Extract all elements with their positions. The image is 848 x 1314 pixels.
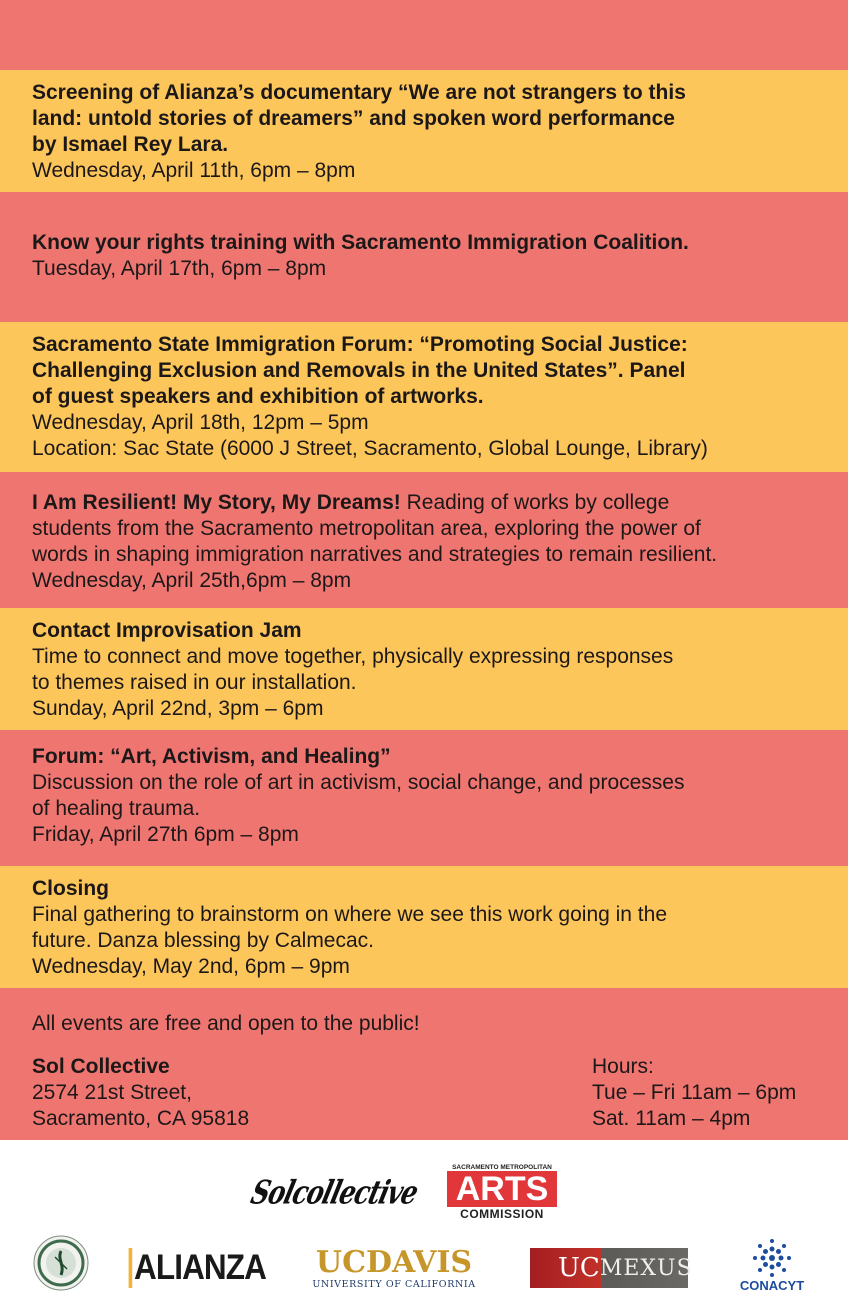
event-title-line: Forum: “Art, Activism, and Healing” — [32, 745, 391, 768]
event-immigration-forum — [0, 322, 848, 472]
uc-mexus-name: MEXUS — [599, 1255, 693, 1281]
event-title-bold: I Am Resilient! My Story, My Dreams! — [32, 491, 401, 514]
event-screening — [0, 70, 848, 192]
hours-line: Tue – Fri 11am – 6pm — [592, 1081, 797, 1104]
event-description-line: to themes raised in our installation. — [32, 671, 357, 694]
venue-name: Sol Collective — [32, 1055, 170, 1078]
event-know-your-rights — [0, 192, 848, 322]
event-contact-improvisation — [0, 608, 848, 730]
address-line: Sacramento, CA 95818 — [32, 1107, 250, 1130]
event-art-activism-forum — [0, 730, 848, 866]
event-description-line: Final gathering to brainstorm on where we see this work going in the — [32, 903, 668, 926]
event-description-line: of healing trauma. — [32, 797, 201, 820]
arts-commission-bottom: COMMISSION — [460, 1206, 544, 1221]
alianza-logo — [130, 1246, 264, 1290]
seal-icon — [33, 1235, 89, 1291]
sol-collective-wordmark: Solcollective — [246, 1173, 422, 1211]
event-title-line: land: untold stories of dreamers” and spoken word performance — [32, 107, 675, 130]
event-date: Friday, April 27th 6pm – 8pm — [32, 823, 299, 846]
event-date: Wednesday, April 25th,6pm – 8pm — [32, 569, 352, 592]
free-note: All events are free and open to the public! — [32, 1012, 420, 1035]
uc-davis-logo — [306, 1244, 482, 1292]
venue-hours — [592, 1054, 796, 1132]
conacyt-wordmark: CONACYT — [739, 1277, 805, 1293]
sac-state-seal-logo — [32, 1234, 90, 1292]
event-date: Sunday, April 22nd, 3pm – 6pm — [32, 697, 324, 720]
sol-collective-logo — [246, 1162, 422, 1222]
event-date: Wednesday, May 2nd, 6pm – 9pm — [32, 955, 350, 978]
event-i-am-resilient — [0, 472, 848, 608]
event-description-line: future. Danza blessing by Calmecac. — [32, 929, 374, 952]
uc-davis-wordmark — [315, 1244, 473, 1280]
sponsor-logos — [0, 1140, 848, 1314]
event-date: Wednesday, April 11th, 6pm – 8pm — [32, 159, 356, 182]
event-title-line: by Ismael Rey Lara. — [32, 133, 229, 156]
hours-label: Hours: — [592, 1055, 654, 1078]
event-location: Location: Sac State (6000 J Street, Sacramento, Global Lounge, Library) — [32, 437, 708, 460]
alianza-wordmark: ALIANZA — [128, 1248, 265, 1288]
event-title-line: Closing — [32, 877, 109, 900]
venue-address — [32, 1054, 249, 1132]
arts-commission-main: ARTS — [447, 1171, 557, 1207]
hours-line: Sat. 11am – 4pm — [592, 1107, 751, 1130]
event-date: Wednesday, April 18th, 12pm – 5pm — [32, 411, 369, 434]
event-description-line: Discussion on the role of art in activism, social change, and processes — [32, 771, 685, 794]
event-title-line: of guest speakers and exhibition of artworks. — [32, 385, 484, 408]
conacyt-logo — [728, 1236, 816, 1294]
uc-davis-subtitle: UNIVERSITY OF CALIFORNIA — [312, 1278, 476, 1290]
event-description-line: students from the Sacramento metropolitan area, exploring the power of — [32, 517, 701, 540]
event-title-line: Screening of Alianza’s documentary “We are not strangers to this — [32, 81, 686, 104]
arts-commission-logo — [446, 1160, 558, 1224]
event-title-line: Contact Improvisation Jam — [32, 619, 302, 642]
uc-davis-davis: DAVIS — [365, 1244, 473, 1280]
uc-mexus-logo — [530, 1248, 693, 1288]
address-line: 2574 21st Street, — [32, 1081, 192, 1104]
event-title-line — [32, 490, 828, 516]
event-description-line: words in shaping immigration narratives and strategies to remain resilient. — [32, 543, 718, 566]
uc-davis-uc: UC — [315, 1244, 366, 1280]
event-title-line: Challenging Exclusion and Removals in the United States”. Panel — [32, 359, 686, 382]
uc-mexus-badge — [530, 1248, 693, 1288]
arts-commission-top: SACRAMENTO METROPOLITAN — [452, 1163, 552, 1171]
event-title-line: Sacramento State Immigration Forum: “Promoting Social Justice: — [32, 333, 688, 356]
event-date: Tuesday, April 17th, 6pm – 8pm — [32, 257, 327, 280]
conacyt-icon — [750, 1238, 794, 1278]
event-title-line: Know your rights training with Sacramento Immigration Coalition. — [32, 231, 689, 254]
uc-mexus-uc: UC — [558, 1253, 600, 1283]
event-title-rest: Reading of works by college — [400, 491, 670, 514]
event-closing — [0, 866, 848, 988]
event-description-line: Time to connect and move together, physically expressing responses — [32, 645, 674, 668]
